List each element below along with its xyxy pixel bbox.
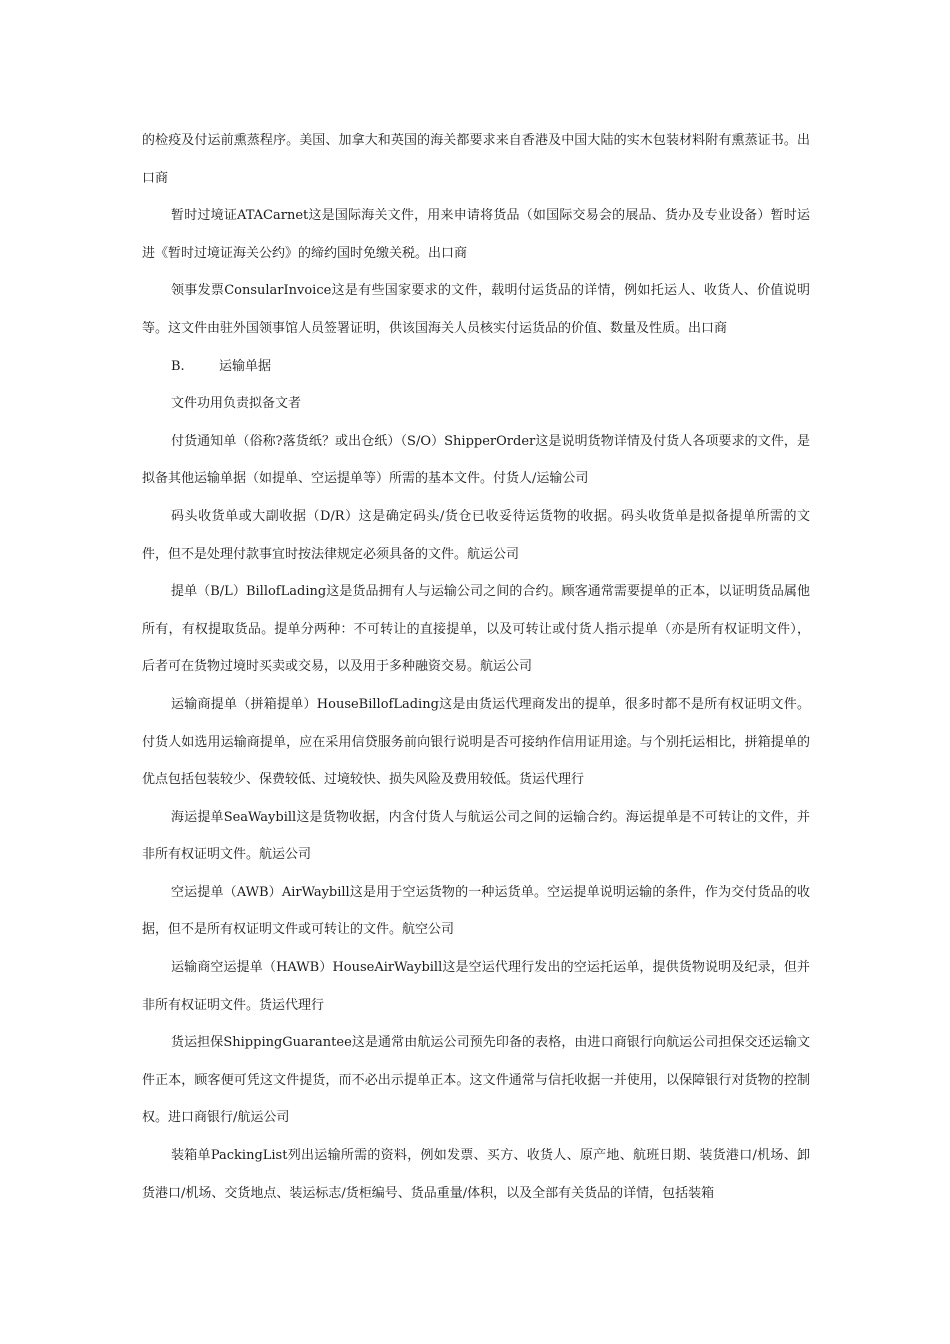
paragraph-house-air-waybill: 运输商空运提单（HAWB）HouseAirWaybill这是空运代理行发出的空运托运单，提供货物说明及纪录，但并非所有权证明文件。货运代理行 bbox=[142, 960, 810, 1013]
paragraph-sea-waybill: 海运提单SeaWaybill这是货物收据，内含付货人与航运公司之间的运输合约。海运提单是不可转让的文件，并非所有权证明文件。航运公司 bbox=[142, 809, 810, 863]
paragraph-shipping-guarantee: 货运担保ShippingGuarantee这是通常由航运公司预先印备的表格，由进口商银行向航运公司担保交还运输文件正本，顾客便可凭这文件提货，而不必出示提单正本。这文件通常与信托收据一并使用，以保障银行对货物的控制权。进口商银行/航运公司 bbox=[142, 1035, 810, 1126]
paragraph-house-bill-of-lading: 运输商提单（拼箱提单）HouseBillofLading这是由货运代理商发出的提单，很多时都不是所有权证明文件。付货人如选用运输商提单，应在采用信贷服务前向银行说明是否可接纳作信用证用途。与个别托运相比，拼箱提单的优点包括包装较少、保费较低、过境较快、损失风险及费用较低。货运代理行 bbox=[142, 696, 810, 788]
section-number: B. bbox=[171, 358, 185, 374]
paragraph-ata-carnet: 暂时过境证ATACarnet这是国际海关文件，用来申请将货品（如国际交易会的展品、货办及专业设备）暂时运进《暂时过境证海关公约》的缔约国时免缴关税。出口商 bbox=[142, 208, 810, 261]
column-header-line: 文件功用负责拟备文者 bbox=[171, 396, 302, 412]
section-title: 运输单据 bbox=[219, 358, 272, 374]
paragraph-packing-list: 装箱单PackingList列出运输所需的资料，例如发票、买方、收货人、原产地、航班日期、装货港口/机场、卸货港口/机场、交货地点、装运标志/货柜编号、货品重量/体积，以及全部有关货品的详情，包括装箱 bbox=[142, 1148, 810, 1201]
paragraph-shipper-order: 付货通知单（俗称?落货纸？或出仓纸）（S/O）ShipperOrder这是说明货物详情及付货人各项要求的文件，是拟备其他运输单据（如提单、空运提单等）所需的基本文件。付货人/运输公司 bbox=[142, 433, 810, 487]
document-body bbox=[142, 122, 810, 1212]
section-heading-transport-documents bbox=[142, 348, 810, 386]
paragraph-air-waybill: 空运提单（AWB）AirWaybill这是用于空运货物的一种运货单。空运提单说明运输的条件，作为交付货品的收据，但不是所有权证明文件或可转让的文件。航空公司 bbox=[142, 884, 810, 938]
paragraph-dock-receipt: 码头收货单或大副收据（D/R）这是确定码头/货仓已收妥待运货物的收据。码头收货单是拟备提单所需的文件，但不是处理付款事宜时按法律规定必须具备的文件。航运公司 bbox=[142, 508, 810, 562]
paragraph-consular-invoice: 领事发票ConsularInvoice这是有些国家要求的文件，载明付运货品的详情，例如托运人、收货人、价值说明等。这文件由驻外国领事馆人员签署证明，供该国海关人员核实付运货品的价值、数量及性质。出口商 bbox=[142, 283, 810, 336]
paragraph-bill-of-lading: 提单（B/L）BillofLading这是货品拥有人与运输公司之间的合约。顾客通常需要提单的正本，以证明货品属他所有，有权提取货品。提单分两种：不可转让的直接提单，以及可转让或付货人指示提单（亦是所有权证明文件），后者可在货物过境时买卖或交易，以及用于多种融资交易。航运公司 bbox=[142, 584, 810, 675]
paragraph-fumigation-continued: 的检疫及付运前熏蒸程序。美国、加拿大和英国的海关都要求来自香港及中国大陆的实木包装材料附有熏蒸证书。出口商 bbox=[142, 133, 810, 186]
